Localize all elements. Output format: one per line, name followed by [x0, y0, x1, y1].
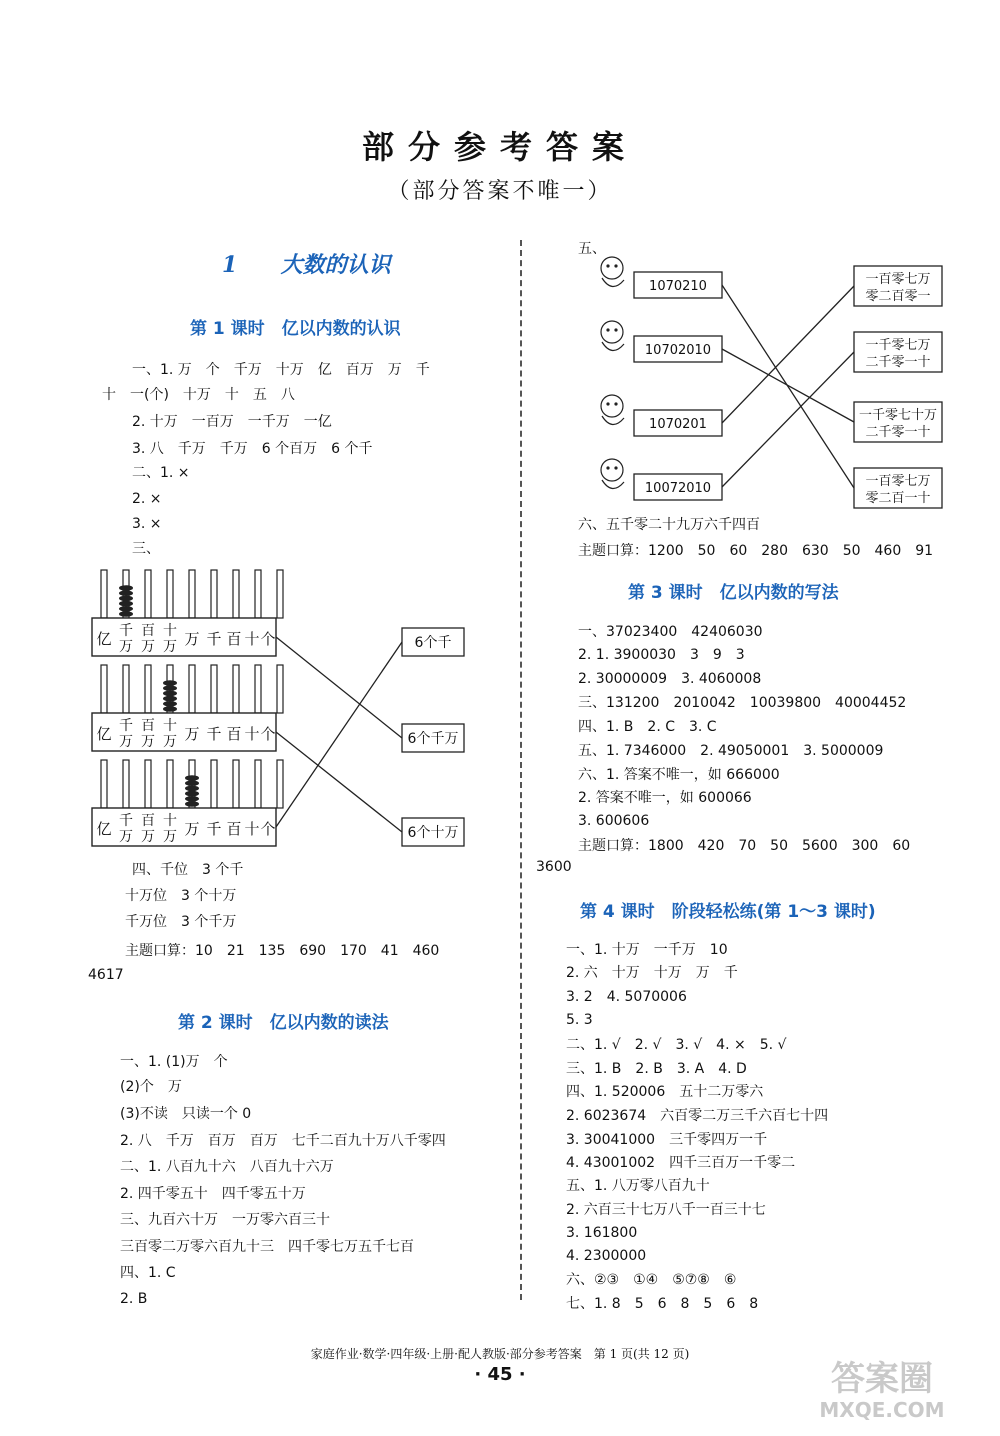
- column-divider: [520, 240, 522, 1300]
- number-box-label: 10072010: [644, 481, 712, 496]
- abacus-bead: [163, 701, 177, 707]
- abacus-bead: [163, 685, 177, 691]
- lesson-4-heading: 第 4 课时 阶段轻松练(第 1～3 课时): [580, 902, 876, 922]
- answer-line: 2. ×: [132, 491, 162, 507]
- abacus-label: 千: [206, 820, 222, 838]
- answer-line: 千万位 3 个千万: [125, 914, 237, 930]
- match-line: [722, 352, 854, 487]
- answer-line: 五、1. 7346000 2. 49050001 3. 5000009: [578, 743, 884, 759]
- abacus-label: 百: [226, 820, 242, 838]
- answer-line: 三、1. B 2. B 3. A 4. D: [566, 1061, 747, 1077]
- abacus-rod: [255, 760, 261, 808]
- abacus-label: 十: [163, 718, 177, 734]
- abacus-rod: [167, 760, 173, 808]
- cartoon-animal-eye-icon: [606, 402, 609, 405]
- abacus-rod: [145, 570, 151, 618]
- cartoon-animal-eye-icon: [606, 328, 609, 331]
- answer-line: 2. 6023674 六百零二万三千六百七十四: [566, 1108, 829, 1124]
- abacus-rod: [211, 760, 217, 808]
- abacus-bead: [185, 796, 199, 802]
- abacus-bead: [185, 786, 199, 792]
- answer-line: 三、: [132, 541, 160, 557]
- abacus-label: 十: [244, 630, 260, 648]
- answer-box-label: 6个千: [414, 635, 452, 651]
- abacus-label: 千: [119, 623, 133, 639]
- abacus-label: 个: [260, 820, 276, 838]
- answer-line: 六、②③ ①④ ⑤⑦⑧ ⑥: [566, 1272, 737, 1288]
- abacus-rod: [101, 760, 107, 808]
- answer-line: 3. 161800: [566, 1225, 638, 1241]
- answer-line: (3)不读 只读一个 0: [120, 1106, 252, 1122]
- answer-line: 四、千位 3 个千: [132, 862, 244, 878]
- answer-line: 2. 八 千万 百万 百万 七千二百九十万八千零四: [120, 1133, 446, 1149]
- match-line: [722, 349, 854, 422]
- answer-line: 三百零二万零六百九十三 四千零七万五千七百: [120, 1239, 414, 1255]
- abacus-bead: [163, 706, 177, 712]
- reading-box-label: 一千零七万: [865, 338, 931, 353]
- abacus-label: 千: [206, 725, 222, 743]
- answer-line: 2. 1. 3900030 3 9 3: [578, 647, 745, 663]
- abacus-rod: [233, 570, 239, 618]
- answer-line: 一、1. 万 个 千万 十万 亿 百万 万 千: [132, 362, 430, 378]
- answer-line: (2)个 万: [120, 1079, 182, 1095]
- page-footer: 家庭作业·数学·四年级·上册·配人教版·部分参考答案 第 1 页(共 12 页): [310, 1347, 690, 1361]
- answer-box-label: 6个十万: [407, 825, 459, 841]
- abacus-bead: [163, 691, 177, 697]
- answer-line: 2. 六 十万 十万 万 千: [566, 965, 738, 981]
- answer-line: 3. 八 千万 千万 6 个百万 6 个千: [132, 441, 373, 457]
- abacus-rod: [145, 760, 151, 808]
- abacus-label: 万: [184, 630, 200, 648]
- abacus-bead: [119, 585, 133, 591]
- answer-line: 主题口算：1800 420 70 50 5600 300 60: [578, 838, 911, 854]
- lesson-2-heading: 第 2 课时 亿以内数的读法: [178, 1013, 389, 1033]
- answer-line: 五、: [578, 241, 606, 257]
- unit-heading: [222, 248, 391, 279]
- number-box-label: 10702010: [644, 343, 712, 358]
- abacus-rod: [277, 570, 283, 618]
- answer-line: 主题口算：10 21 135 690 170 41 460: [125, 943, 440, 959]
- watermark-url: MXQE.COM: [819, 1398, 945, 1422]
- cartoon-animal-icon: [601, 257, 623, 279]
- answer-line: 二、1. ×: [132, 465, 190, 481]
- answer-line: 3. ×: [132, 516, 162, 532]
- abacus-label: 百: [141, 623, 155, 639]
- abacus-rod: [123, 760, 129, 808]
- abacus-label: 百: [141, 813, 155, 829]
- abacus-rod: [255, 570, 261, 618]
- abacus-label: 万: [141, 639, 155, 655]
- abacus-bead: [119, 611, 133, 617]
- cartoon-animal-eye-icon: [614, 328, 617, 331]
- answer-line: 2. 四千零五十 四千零五十万: [120, 1186, 306, 1202]
- answer-line: 一、1. (1)万 个: [120, 1054, 228, 1070]
- abacus-bead: [163, 696, 177, 702]
- abacus-rod: [189, 570, 195, 618]
- abacus-label: 十: [163, 623, 177, 639]
- answer-line: 七、1. 8 5 6 8 5 6 8: [566, 1296, 759, 1312]
- unit-number: 1: [222, 252, 238, 278]
- answer-line: 2. 六百三十七万八千一百三十七: [566, 1202, 766, 1218]
- abacus-rod: [123, 665, 129, 713]
- abacus-matching-diagram: [88, 562, 478, 852]
- abacus-rod: [101, 570, 107, 618]
- watermark-logo: [792, 1360, 972, 1430]
- cartoon-animal-icon: [601, 321, 623, 343]
- answer-line: 十 一(个) 十万 十 五 八: [102, 387, 295, 403]
- abacus-label: 万: [163, 829, 177, 845]
- abacus-bead: [119, 601, 133, 607]
- abacus-label: 万: [141, 829, 155, 845]
- answer-line: 3600: [536, 859, 572, 875]
- reading-box-label: 一百零七万: [865, 272, 931, 287]
- answer-line: 四、1. C: [120, 1265, 176, 1281]
- abacus-label: 十: [244, 820, 260, 838]
- abacus-label: 千: [119, 813, 133, 829]
- answer-line: 2. 答案不唯一，如 600066: [578, 790, 752, 806]
- abacus-label: 万: [163, 734, 177, 750]
- abacus-rod: [233, 760, 239, 808]
- page-title: 部分参考答案: [361, 128, 638, 166]
- reading-box-label: 零二百零一: [865, 289, 931, 304]
- abacus-label: 万: [119, 734, 133, 750]
- reading-box-label: 一百零七万: [865, 474, 931, 489]
- abacus-bead: [163, 680, 177, 686]
- abacus-label: 十: [244, 725, 260, 743]
- cartoon-animal-eye-icon: [614, 264, 617, 267]
- abacus-bead: [119, 596, 133, 602]
- answer-line: 4. 2300000: [566, 1248, 647, 1264]
- answer-box-label: 6个千万: [407, 731, 459, 747]
- answer-line: 四、1. B 2. C 3. C: [578, 719, 717, 735]
- answer-line: 三、九百六十万 一万零六百三十: [120, 1212, 330, 1228]
- answer-line: 2. B: [120, 1291, 148, 1307]
- reading-box-label: 一千零七十万: [858, 408, 938, 423]
- abacus-label: 万: [119, 829, 133, 845]
- abacus-label: 百: [226, 630, 242, 648]
- cartoon-animal-eye-icon: [614, 402, 617, 405]
- answer-line: 3. 30041000 三千零四万一千: [566, 1132, 768, 1148]
- answer-line: 三、131200 2010042 10039800 40004452: [578, 695, 907, 711]
- abacus-label: 十: [163, 813, 177, 829]
- abacus-label: 万: [119, 639, 133, 655]
- page-number: · 45 ·: [474, 1364, 526, 1385]
- abacus-label: 万: [184, 820, 200, 838]
- answer-line: 5. 3: [566, 1012, 593, 1028]
- answer-line: 主题口算：1200 50 60 280 630 50 460 91: [578, 543, 934, 559]
- abacus-label: 万: [184, 725, 200, 743]
- answer-line: 六、1. 答案不唯一，如 666000: [578, 767, 780, 783]
- abacus-label: 千: [206, 630, 222, 648]
- match-line: [276, 637, 402, 738]
- match-line: [276, 642, 402, 827]
- answer-line: 五、1. 八万零八百九十: [566, 1178, 710, 1194]
- cartoon-animal-eye-icon: [606, 466, 609, 469]
- abacus-rod: [277, 665, 283, 713]
- abacus-label: 个: [260, 630, 276, 648]
- abacus-label: 万: [141, 734, 155, 750]
- answer-line: 四、1. 520006 五十二万零六: [566, 1084, 764, 1100]
- abacus-label: 个: [260, 725, 276, 743]
- answer-line: 2. 十万 一百万 一千万 一亿: [132, 414, 332, 430]
- abacus-bead: [185, 780, 199, 786]
- abacus-bead: [185, 801, 199, 807]
- abacus-rod: [167, 570, 173, 618]
- abacus-rod: [145, 665, 151, 713]
- answer-line: 十万位 3 个十万: [125, 888, 237, 904]
- abacus-label: 亿: [96, 630, 112, 648]
- number-box-label: 1070210: [649, 279, 707, 294]
- unit-name: 大数的认识: [280, 252, 391, 278]
- abacus-label: 亿: [96, 820, 112, 838]
- match-line: [276, 732, 402, 832]
- page-subtitle: （部分答案不唯一）: [387, 179, 613, 204]
- cartoon-animal-eye-icon: [614, 466, 617, 469]
- answer-line: 二、1. 八百九十六 八百九十六万: [120, 1159, 334, 1175]
- abacus-label: 万: [163, 639, 177, 655]
- abacus-rod: [211, 570, 217, 618]
- abacus-bead: [119, 606, 133, 612]
- reading-box-label: 二千零一十: [865, 355, 931, 370]
- cartoon-animal-icon: [601, 395, 623, 417]
- answer-line: 3. 2 4. 5070006: [566, 989, 687, 1005]
- number-box-label: 1070201: [649, 417, 707, 432]
- abacus-label: 百: [226, 725, 242, 743]
- reading-box-label: 零二百一十: [865, 491, 931, 506]
- reading-box-label: 二千零一十: [865, 425, 931, 440]
- number-reading-matching: [590, 236, 960, 516]
- abacus-rod: [211, 665, 217, 713]
- answer-line: 4617: [88, 967, 124, 983]
- answer-line: 4. 43001002 四千三百万一千零二: [566, 1155, 796, 1171]
- abacus-rod: [101, 665, 107, 713]
- abacus-rod: [255, 665, 261, 713]
- abacus-bead: [119, 590, 133, 596]
- match-line: [722, 285, 854, 488]
- abacus-label: 百: [141, 718, 155, 734]
- abacus-bead: [185, 791, 199, 797]
- abacus-bead: [185, 775, 199, 781]
- answer-line: 六、五千零二十九万六千四百: [578, 517, 760, 533]
- answer-line: 2. 30000009 3. 4060008: [578, 671, 762, 687]
- answer-line: 二、1. √ 2. √ 3. √ 4. × 5. √: [566, 1037, 787, 1053]
- watermark-text: 答案圈: [831, 1359, 933, 1399]
- abacus-label: 千: [119, 718, 133, 734]
- abacus-rod: [189, 665, 195, 713]
- answer-line: 一、37023400 42406030: [578, 624, 763, 640]
- abacus-label: 亿: [96, 725, 112, 743]
- abacus-rod: [233, 665, 239, 713]
- lesson-3-heading: 第 3 课时 亿以内数的写法: [628, 583, 839, 603]
- abacus-rod: [277, 760, 283, 808]
- cartoon-animal-eye-icon: [606, 264, 609, 267]
- match-line: [722, 286, 854, 423]
- answer-line: 3. 600606: [578, 813, 650, 829]
- cartoon-animal-icon: [601, 459, 623, 481]
- answer-line: 一、1. 十万 一千万 10: [566, 942, 728, 958]
- lesson-1-heading: 第 1 课时 亿以内数的认识: [190, 319, 401, 339]
